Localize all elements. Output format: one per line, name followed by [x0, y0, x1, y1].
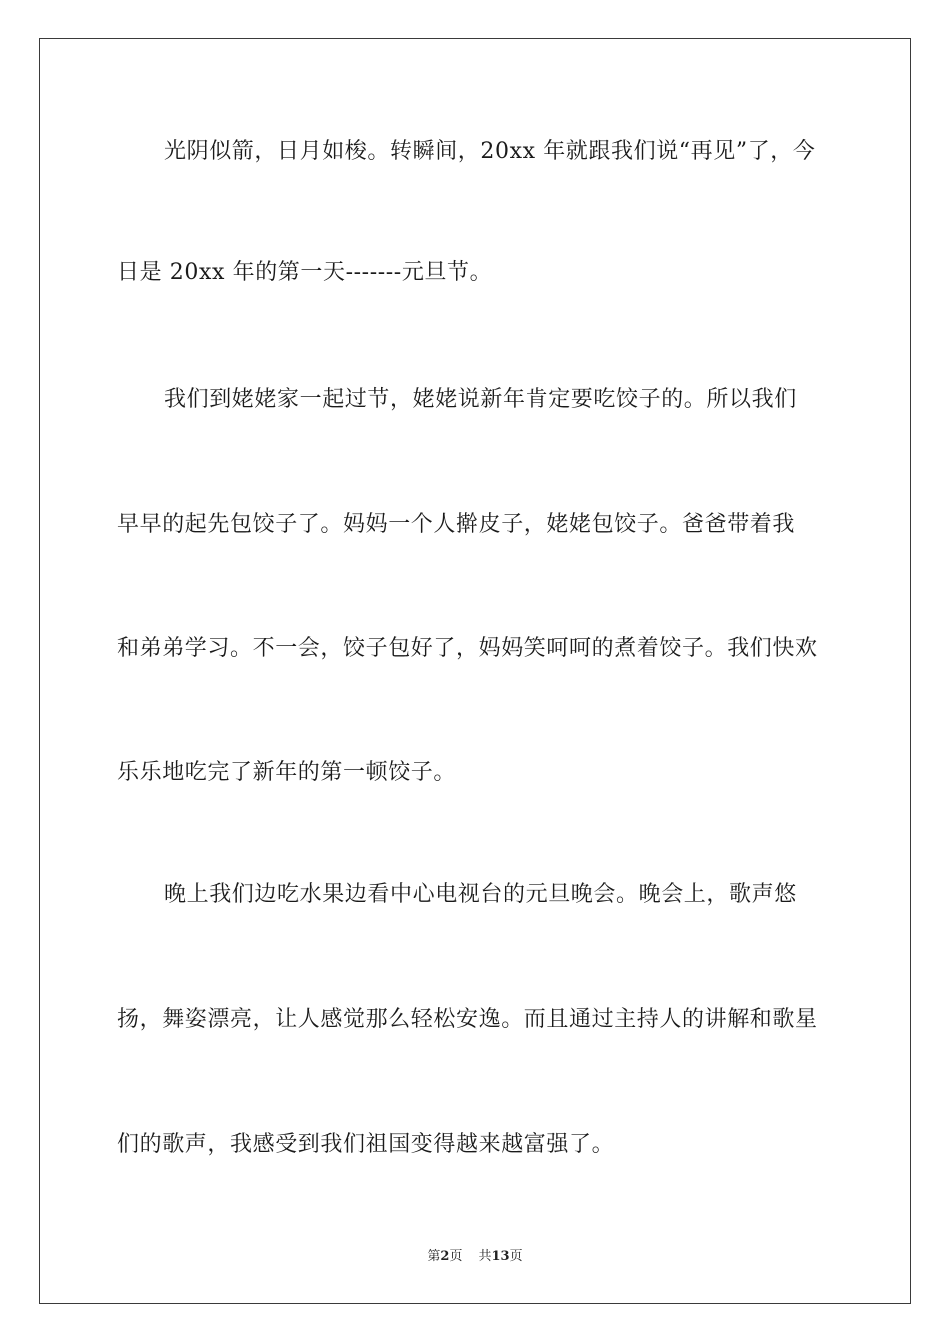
paragraph-1-line-2: 日是 20xx 年的第一天-------元旦节。	[117, 260, 493, 285]
page-border	[39, 38, 911, 1304]
footer-page-suffix: 页	[449, 1249, 463, 1264]
footer-total-suffix: 页	[509, 1249, 523, 1264]
paragraph-3-line-3: 们的歌声，我感受到我们祖国变得越来越富强了。	[117, 1132, 615, 1157]
paragraph-3-line-1: 晚上我们边吃水果边看中心电视台的元旦晚会。晚会上，歌声悠	[164, 882, 797, 907]
page-footer	[0, 1248, 950, 1266]
footer-page-total: 13	[491, 1249, 510, 1264]
footer-page-prefix: 第	[427, 1249, 441, 1264]
paragraph-2-line-2: 早早的起先包饺子了。妈妈一个人擀皮子，姥姥包饺子。爸爸带着我	[117, 512, 796, 537]
paragraph-2-line-4: 乐乐地吃完了新年的第一顿饺子。	[117, 760, 457, 785]
paragraph-2-line-3: 和弟弟学习。不一会，饺子包好了，妈妈笑呵呵的煮着饺子。我们快欢	[117, 636, 818, 661]
footer-page-current: 2	[440, 1249, 450, 1264]
paragraph-3-line-2: 扬，舞姿漂亮，让人感觉那么轻松安逸。而且通过主持人的讲解和歌星	[117, 1007, 818, 1032]
paragraph-2-line-1: 我们到姥姥家一起过节，姥姥说新年肯定要吃饺子的。所以我们	[164, 387, 797, 412]
footer-total-prefix: 共	[478, 1249, 492, 1264]
paragraph-1-line-1: 光阴似箭，日月如梭。转瞬间，20xx 年就跟我们说“再见”了，今	[164, 139, 816, 164]
